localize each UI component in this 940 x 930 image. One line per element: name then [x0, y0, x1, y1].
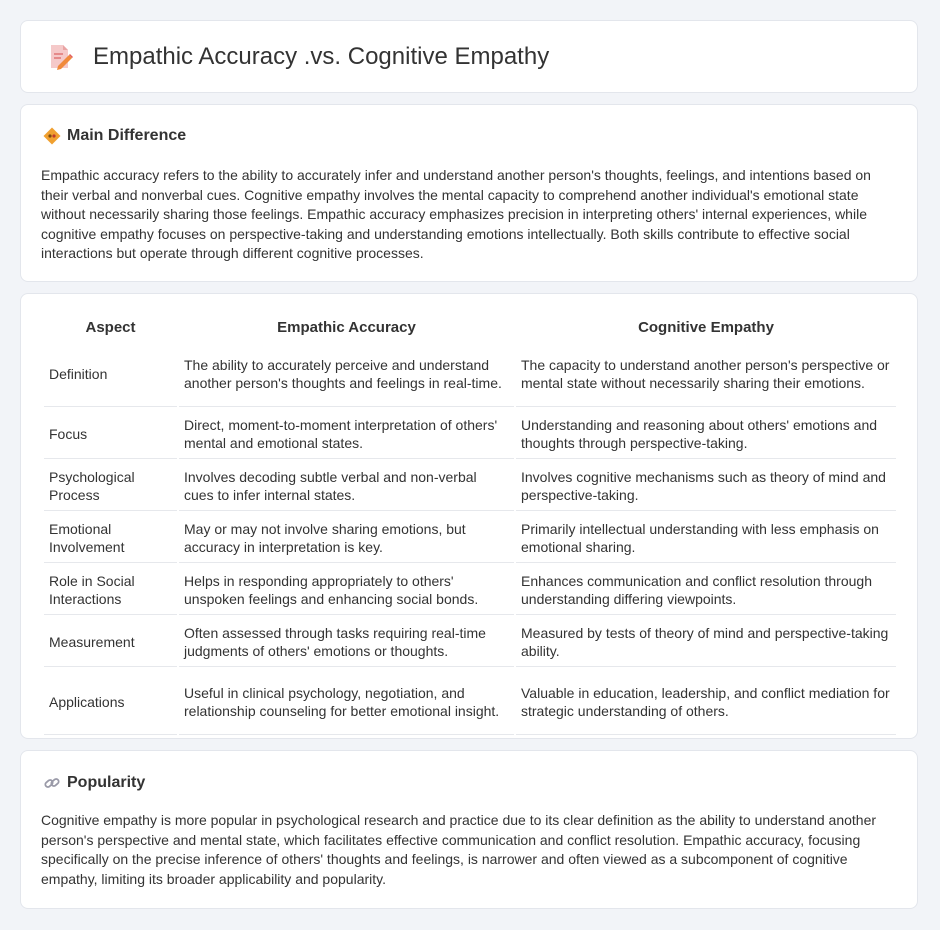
popularity-card: [20, 750, 918, 909]
main-difference-card: [20, 104, 918, 282]
empathic-accuracy-cell: Involves decoding subtle verbal and non-verbal cues to infer internal states.: [179, 461, 514, 511]
aspect-cell: Role in Social Interactions: [44, 565, 177, 615]
aspect-cell: Definition: [44, 341, 177, 407]
header-card: [20, 20, 918, 93]
empathic-accuracy-cell: Useful in clinical psychology, negotiation, and relationship counseling for better emotional insight.: [179, 669, 514, 735]
aspect-cell: Focus: [44, 409, 177, 459]
cognitive-empathy-cell: Valuable in education, leadership, and conflict mediation for strategic understanding of others.: [516, 669, 896, 735]
popularity-title: Popularity: [67, 774, 146, 791]
main-difference-title: Main Difference: [67, 127, 187, 144]
empathic-accuracy-cell: Direct, moment-to-moment interpretation of others' mental and emotional states.: [179, 409, 514, 459]
diamond-badge-icon: [43, 127, 61, 145]
cognitive-empathy-cell: Primarily intellectual understanding with less emphasis on emotional sharing.: [516, 513, 896, 563]
cognitive-empathy-cell: Measured by tests of theory of mind and perspective-taking ability.: [516, 617, 896, 667]
aspect-cell: Measurement: [44, 617, 177, 667]
table-row: [44, 669, 896, 735]
table-row: [44, 341, 896, 407]
aspect-cell: Emotional Involvement: [44, 513, 177, 563]
table-row: [44, 513, 896, 563]
table-row: [44, 565, 896, 615]
main-difference-text: Empathic accuracy refers to the ability to accurately infer and understand another person's thoughts, feelings, and intentions based on their verbal and nonverbal cues. Cognitive empathy involves the mental capacity to comprehend another individual's emotional state without necessarily sharing those feelings. Empathic accuracy emphasizes precision in interpreting others' internal experiences, while cognitive empathy focuses on perspective-taking and understanding emotions intellectually. Both skills contribute to effective social interactions but operate through different cognitive processes.: [41, 167, 871, 262]
link-icon: [43, 774, 61, 792]
aspect-cell: Psychological Process: [44, 461, 177, 511]
aspect-cell: Applications: [44, 669, 177, 735]
cognitive-empathy-cell: The capacity to understand another person's perspective or mental state without necessarily sharing their emotions.: [516, 341, 896, 407]
comparison-table: [42, 314, 898, 737]
table-header-row: [44, 316, 896, 339]
header-cognitive-empathy: Cognitive Empathy: [638, 319, 774, 336]
cognitive-empathy-cell: Enhances communication and conflict resolution through understanding differing viewpoints.: [516, 565, 896, 615]
table-row: [44, 617, 896, 667]
header-aspect: Aspect: [85, 319, 136, 336]
table-row: [44, 409, 896, 459]
page-title: Empathic Accuracy .vs. Cognitive Empathy: [93, 43, 550, 70]
comparison-card: [20, 293, 918, 739]
empathic-accuracy-cell: Helps in responding appropriately to others' unspoken feelings and enhancing social bonds.: [179, 565, 514, 615]
empathic-accuracy-cell: The ability to accurately perceive and understand another person's thoughts and feelings in real-time.: [179, 341, 514, 407]
popularity-text: Cognitive empathy is more popular in psychological research and practice due to its clear definition as the ability to understand another person's perspective and mental state, which facilitates effective communication and conflict resolution. Empathic accuracy, focusing specifically on the precise inference of others' thoughts and feelings, is narrower and often viewed as a subcomponent of cognitive empathy, limiting its broader applicability and popularity.: [41, 812, 877, 887]
header-empathic-accuracy: Empathic Accuracy: [277, 319, 416, 336]
cognitive-empathy-cell: Involves cognitive mechanisms such as theory of mind and perspective-taking.: [516, 461, 896, 511]
document-edit-icon: [45, 42, 75, 72]
empathic-accuracy-cell: May or may not involve sharing emotions, but accuracy in interpretation is key.: [179, 513, 514, 563]
cognitive-empathy-cell: Understanding and reasoning about others' emotions and thoughts through perspective-taking.: [516, 409, 896, 459]
table-row: [44, 461, 896, 511]
empathic-accuracy-cell: Often assessed through tasks requiring real-time judgments of others' emotions or thoughts.: [179, 617, 514, 667]
